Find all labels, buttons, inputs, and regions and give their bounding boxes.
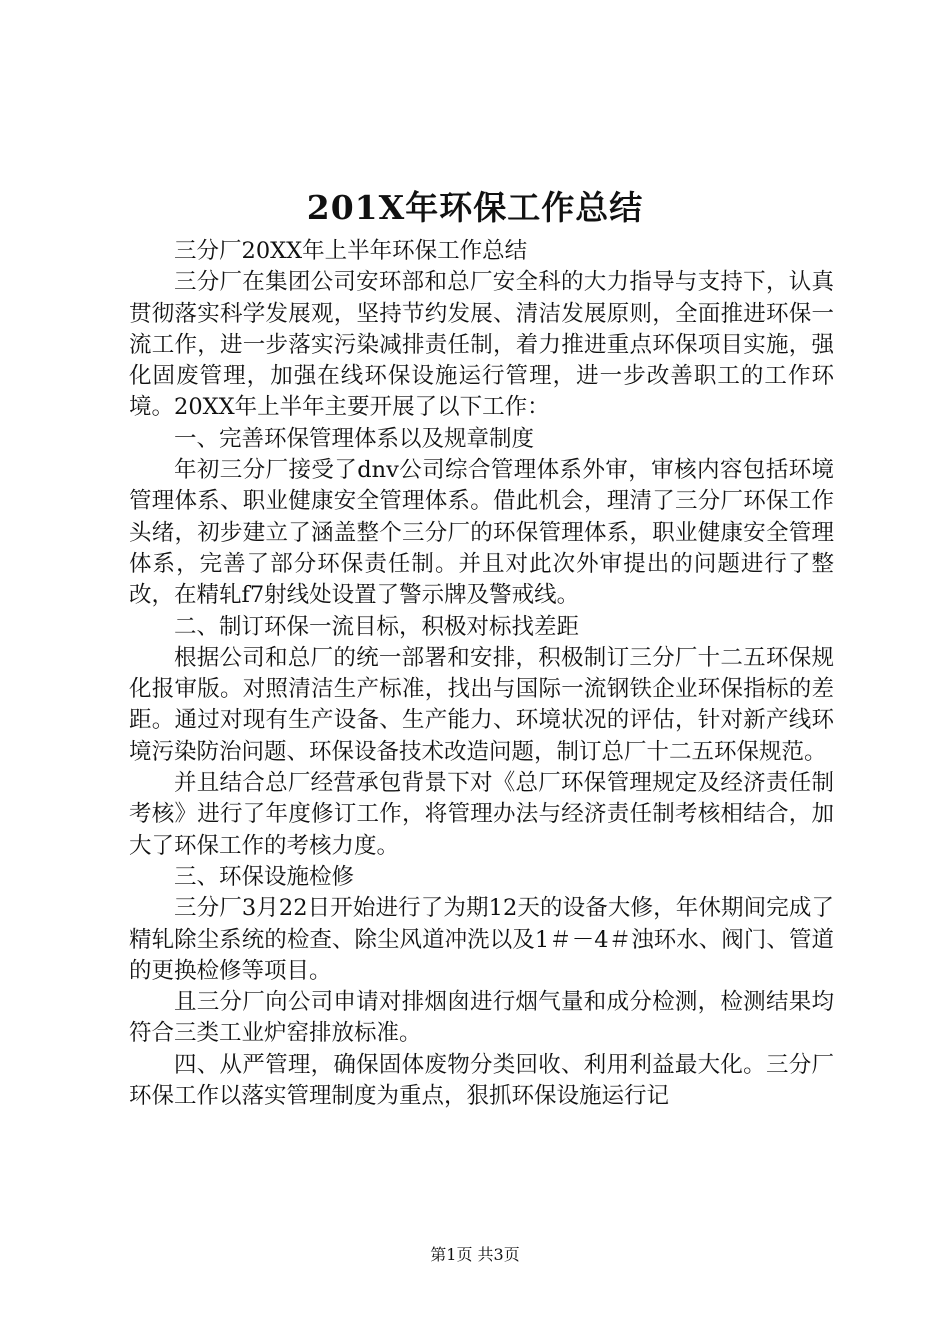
paragraph-section-3b: 且三分厂向公司申请对排烟囱进行烟气量和成分检测，检测结果均符合三类工业炉窑排放标准。 — [129, 989, 834, 1047]
page-number: 第1页 共3页 — [430, 1245, 520, 1264]
paragraph-section-3a: 三分厂3月22日开始进行了为期12天的设备大修，年休期间完成了精轧除尘系统的检查、除尘风道冲洗以及1＃－4＃浊环水、阀门、管道的更换检修等项目。 — [129, 895, 834, 984]
paragraph-section-4: 四、从严管理，确保固体废物分类回收、利用利益最大化。三分厂环保工作以落实管理制度为重点，狠抓环保设施运行记 — [129, 1051, 834, 1110]
paragraph-section-2a: 根据公司和总厂的统一部署和安排，积极制订三分厂十二五环保规化报审版。对照清洁生产标准，找出与国际一流钢铁企业环保指标的差距。通过对现有生产设备、生产能力、环境状况的评估，针对新产线环境污染防治问题、环保设备技术改造问题，制订总厂十二五环保规范。 — [129, 644, 834, 765]
section-heading-2: 二、制订环保一流目标，积极对标找差距 — [174, 613, 580, 640]
paragraph-section-1: 年初三分厂接受了dnv公司综合管理体系外审，审核内容包括环境管理体系、职业健康安全管理体系。借此机会，理清了三分厂环保工作头绪，初步建立了涵盖整个三分厂的环保管理体系，职业健康安全管理体系，完善了部分环保责任制。并且对此次外审提出的问题进行了整改，在精轧f7射线处设置了警示牌及警戒线。 — [129, 457, 834, 609]
paragraph-subtitle: 三分厂20XX年上半年环保工作总结 — [174, 238, 528, 264]
section-heading-1: 一、完善环保管理体系以及规章制度 — [174, 425, 535, 452]
section-heading-3: 三、环保设施检修 — [174, 863, 355, 890]
document-title: 201X年环保工作总结 — [306, 188, 644, 227]
paragraph-intro: 三分厂在集团公司安环部和总厂安全科的大力指导与支持下，认真贯彻落实科学发展观，坚持节约发展、清洁发展原则，全面推进环保一流工作，进一步落实污染减排责任制，着力推进重点环保项目实施，强化固废管理，加强在线环保设施运行管理，进一步改善职工的工作环境。20XX年上半年主要开展了以下工作： — [129, 269, 834, 421]
document-body — [129, 236, 834, 1112]
paragraph-section-2b: 并且结合总厂经营承包背景下对《总厂环保管理规定及经济责任制考核》进行了年度修订工作，将管理办法与经济责任制考核相结合，加大了环保工作的考核力度。 — [129, 770, 834, 859]
